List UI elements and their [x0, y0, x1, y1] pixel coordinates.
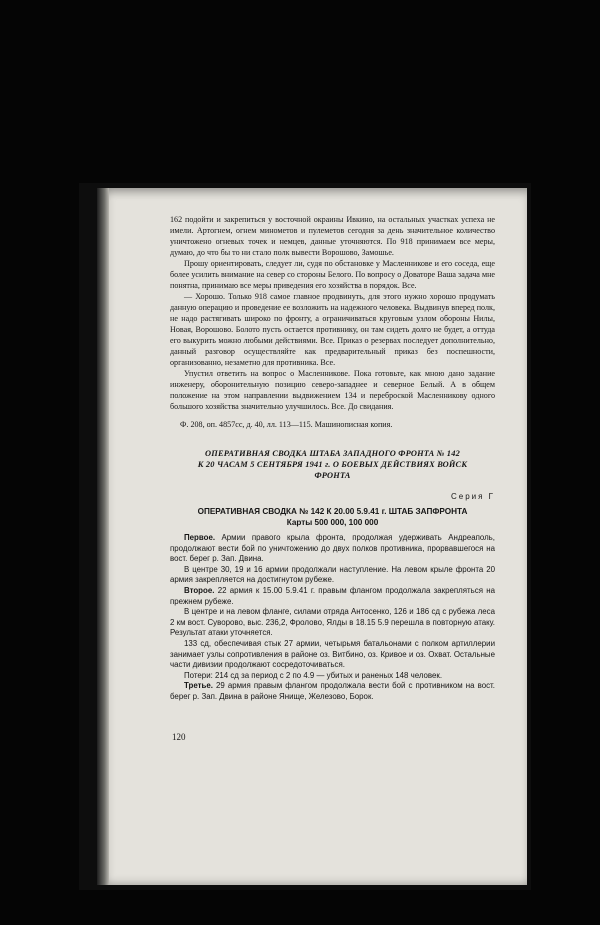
report-section	[170, 565, 495, 586]
section-text: Потери: 214 сд за период с 2 по 4.9 — убитых и раненых 148 человек.	[184, 670, 443, 680]
section-text: 133 сд, обеспечивая стык 27 армии, четырьмя батальонами с полком артиллерии занимает узлы сопротивления в районе оз. Витбино, оз. Кривое и оз. Охват. Остальные части дивизии продолжают сосредоточиваться.	[170, 638, 495, 670]
book-spine	[97, 188, 109, 885]
section-text: Армии правого крыла фронта, продолжая удерживать Андреаполь, продолжают вести бой по уничтожению до двух полков противника, прорвавшегося на вост. берег р. Зап. Двина.	[170, 533, 495, 564]
paragraph: Прошу ориентировать, следует ли, судя по обстановке у Масленникове и его соседа, еще более усилить внимание на север со стороны Белого. По вопросу о Доваторе Ваша задача мне понятна, принимаю все меры приведения его хозяйства в порядок. Все.	[170, 259, 495, 290]
subheading-line: ОПЕРАТИВНАЯ СВОДКА № 142 К 20.00 5.9.41 г. ШТАБ ЗАПФРОНТА	[197, 507, 468, 516]
series-label: Серия Г	[450, 492, 495, 501]
heading-line: ФРОНТА	[314, 471, 351, 480]
heading-line: К 20 ЧАСАМ 5 СЕНТЯБРЯ 1941 г. О БОЕВЫХ ДЕЙСТВИЯХ ВОЙСК	[197, 460, 468, 469]
heading-line: ОПЕРАТИВНАЯ СВОДКА ШТАБА ЗАПАДНОГО ФРОНТА № 142	[205, 449, 460, 458]
report-section	[170, 533, 495, 565]
paragraph: — Хорошо. Только 918 самое главное продвинуть, для этого нужно хорошо продумать данную операцию и проведение ее возложить на надежного человека. Выдвинув вперед полк, не надо растягивать широко по фронту, а ограничиваться круговым узлом обороны Нилы, Новая, Ворошово. Болото пусть остается противнику, он там сидеть долго не будет, а оттуда его выкурить можно любыми действиями. Все. Приказ о резервах последует дополнительно, данный разговор осуществляйте как предварительный приказ без поспешности, организованно, незаметно для противника. Все.	[170, 292, 495, 367]
section-text: 22 армия к 15.00 5.9.41 г. правым флангом продолжала закрепляться на прежнем рубеже.	[170, 585, 495, 606]
subheading-line: Карты 500 000, 100 000	[286, 518, 379, 527]
page-text	[170, 214, 495, 703]
section-lead: Третье.	[184, 681, 213, 691]
page-number: 120	[172, 732, 186, 742]
source-note: Ф. 208, оп. 4857сс, д. 40, лл. 113—115. Машинописная копия.	[180, 420, 393, 429]
report-subheading	[170, 506, 495, 528]
report-section	[170, 607, 495, 639]
document-heading	[170, 448, 495, 481]
report-section	[170, 639, 495, 671]
section-text: В центре 30, 19 и 16 армии продолжали наступление. На левом крыле фронта 20 армия закрепляется на достигнутом рубеже.	[170, 564, 495, 585]
report-section	[170, 671, 495, 682]
section-text: 29 армия правым флангом продолжала вести бой с противником на вост. берег р. Зап. Двина в районе Янище, Железово, Борок.	[170, 681, 495, 701]
paragraph: Упустил ответить на вопрос о Масленникове. Пока готовьте, как мною дано задание инженеру, оборонительную позицию северо-западнее и северное Белый. А в общем положение на этом направлении выдвижением 134 и переброской Масленникову одного большого хозяйства значительно улучшилось. Все. До свидания.	[170, 369, 495, 411]
report-section	[170, 681, 495, 702]
section-text: В центре и на левом фланге, силами отряда Антосенко, 126 и 186 сд с рубежа леса 2 км вост. Суворово, выс. 236,2, Фролово, Ялды в 18.15 5.9 перешла в повторную атаку. Результат атаки уточняется.	[170, 607, 495, 638]
section-lead: Второе.	[184, 585, 215, 595]
paragraph: 162 подойти и закрепиться у восточной окраины Ивкино, на остальных участках успеха не имели. Артогнем, огнем минометов и пулеметов сегодня за день значительное количество уничтожено огневых точек и немцев, данные уточняются. По 918 принимаем все меры, думаю, до что бы то ни стало полк вывести Ворошово, Замошье.	[170, 215, 495, 257]
section-lead: Первое.	[184, 533, 216, 542]
report-section	[170, 586, 495, 607]
